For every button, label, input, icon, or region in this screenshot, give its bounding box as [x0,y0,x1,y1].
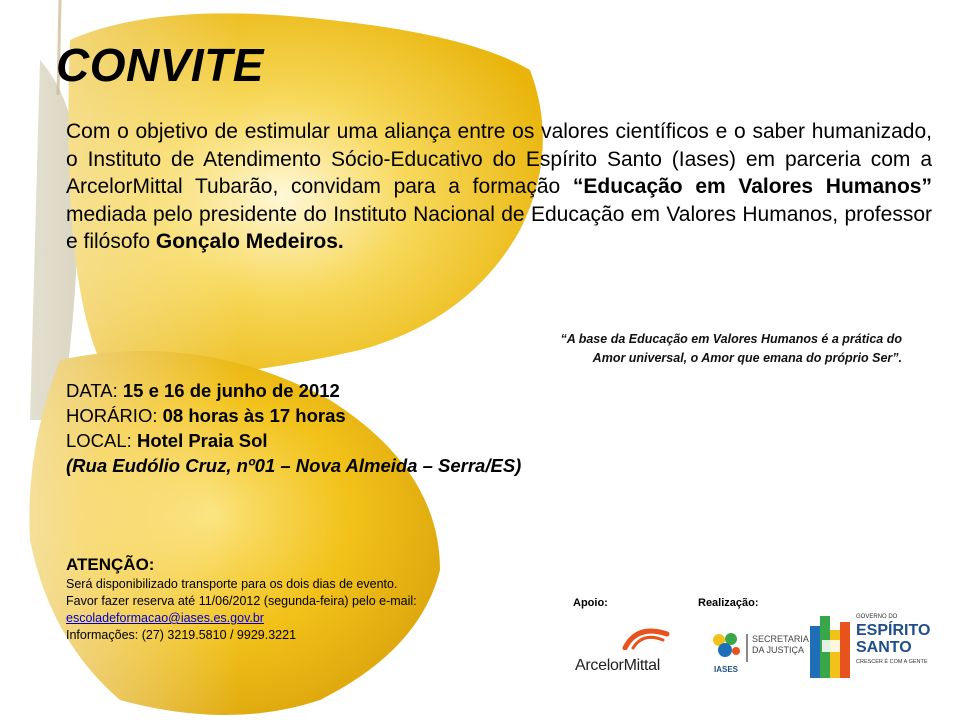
quote-line-2: Amor universal, o Amor que emana do próprio Ser”. [592,351,902,365]
address-line: (Rua Eudólio Cruz, nº01 – Nova Almeida – Serra/ES) [66,455,522,476]
place-value: Hotel Praia Sol [136,430,268,451]
arcelormittal-logo [575,618,685,678]
attention-heading: ATENÇÃO: [66,555,155,574]
attention-block [66,554,417,644]
support-label: Apoio: [573,597,608,609]
place-label: LOCAL: [66,430,137,451]
place-row [66,428,521,453]
quote-block [488,330,902,368]
speaker-name: Gonçalo Medeiros. [155,230,344,253]
course-name: “Educação em Valores Humanos” [572,175,932,198]
intro-paragraph [66,118,932,256]
realization-label: Realização: [698,597,759,609]
event-info [66,378,521,478]
governo-espirito-santo-logo [808,610,931,684]
arcelormittal-logo-text: ArcelorMittal [575,657,661,674]
gov-line-2: SANTO [856,639,912,656]
iases-logo-text: IASES [713,665,738,674]
gov-line-1: ESPÍRITO [856,622,931,639]
iases-emblem-icon [709,630,743,660]
attention-phones: Informações: (27) 3219.5810 / 9929.3221 [66,628,297,642]
email-link[interactable]: escoladeformacao@iases.es.gov.br [66,611,264,625]
intro-text-part2: mediada pelo presidente do Instituto Nacional de Educação em Valores Humanos, professor e filósofo [66,202,932,253]
time-value: 08 horas às 17 horas [162,405,346,426]
secretaria-justica-logo [746,634,810,662]
secretaria-line-2: DA JUSTIÇA [752,645,805,655]
gov-slogan: CRESCER É COM A GENTE [856,659,928,665]
date-value: 15 e 16 de junho de 2012 [122,380,340,401]
invitation-title: CONVITE [56,39,264,91]
date-label: DATA: [66,380,123,401]
secretaria-line-1: SECRETARIA [752,634,809,644]
quote-line-1: “A base da Educação em Valores Humanos é a prática do [560,332,902,346]
time-label: HORÁRIO: [66,405,163,426]
attention-transport: Será disponibilizado transporte para os dois dias de evento. [66,577,398,591]
arcelormittal-swoosh-icon [575,618,685,650]
gov-small-text: GOVERNO DO [856,614,898,620]
intro-text-part1: Com o objetivo de estimular uma aliança entre os valores científicos e o saber humanizado, o Instituto de Atendimento Sócio-Educativo do Espírito Santo (Iases) em parceria com a ArcelorMittal Tubarão, convidam para a formação [66,120,932,198]
iases-logo [709,630,743,676]
attention-reservation: Favor fazer reserva até 11/06/2012 (segunda-feira) pelo e-mail: [66,594,417,608]
time-row [66,403,521,428]
date-row [66,378,521,403]
gov-es-emblem-icon [808,612,852,680]
